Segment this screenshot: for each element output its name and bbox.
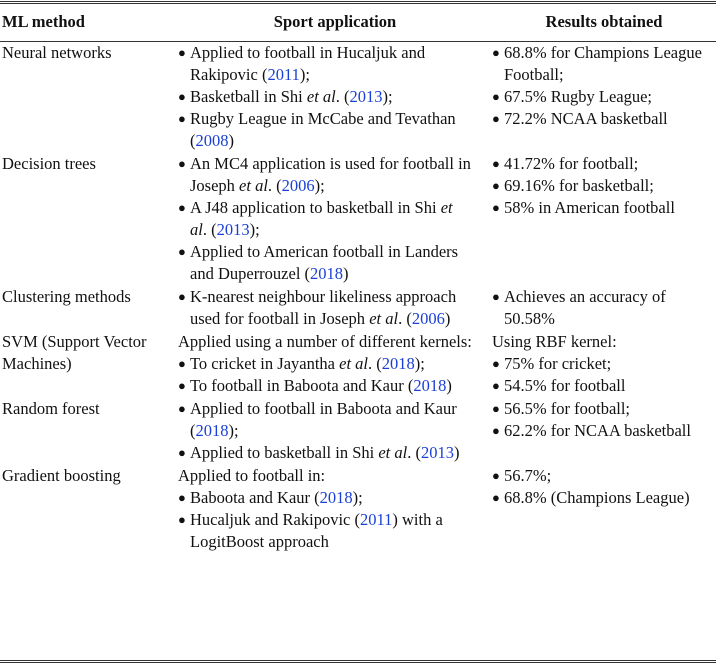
list-item: ● Applied to American football in Landers and Duperrouzel (2018): [178, 242, 459, 283]
bullet-icon: ●: [178, 490, 186, 505]
citation-link[interactable]: 2013: [216, 220, 250, 239]
application-list: [178, 398, 472, 464]
bullet-icon: ●: [178, 200, 186, 215]
bullet-icon: ●: [492, 468, 500, 483]
bullet-icon: ●: [178, 244, 186, 259]
sport-application-cell: [178, 286, 492, 331]
application-intro: Applied to football in:: [178, 466, 326, 485]
ml-method-cell: Clustering methods: [2, 287, 131, 306]
list-item: ● 41.72% for football;: [492, 154, 639, 173]
results-cell: [492, 465, 716, 554]
table-row: [0, 398, 716, 465]
bullet-icon: ●: [178, 356, 186, 371]
list-item: ● 62.2% for NCAA basketball: [492, 421, 691, 440]
citation-link[interactable]: 2018: [195, 421, 229, 440]
ml-method-cell: Gradient boosting: [2, 466, 121, 485]
list-item: ● 68.8% (Champions League): [492, 488, 690, 507]
list-item: ● 54.5% for football: [492, 376, 626, 395]
bullet-icon: ●: [178, 401, 186, 416]
et-al: et al: [369, 309, 399, 328]
et-al: et al: [339, 354, 368, 373]
header-row: [0, 5, 716, 42]
list-item: ● 58% in American football: [492, 198, 675, 217]
citation-link[interactable]: 2006: [411, 309, 445, 328]
bullet-icon: ●: [492, 89, 500, 104]
results-intro: Using RBF kernel:: [492, 332, 617, 351]
citation-link[interactable]: 2018: [381, 354, 415, 373]
bullet-icon: ●: [178, 111, 186, 126]
list-item: ● Basketball in Shi et al. (2013);: [178, 87, 393, 106]
bullet-icon: ●: [492, 356, 500, 371]
bullet-icon: ●: [492, 490, 500, 505]
bullet-icon: ●: [492, 178, 500, 193]
bullet-icon: ●: [178, 156, 186, 171]
results-cell: [492, 331, 716, 398]
citation-link[interactable]: 2018: [319, 488, 353, 507]
bottom-rule: [0, 660, 716, 661]
list-item: ● 56.5% for football;: [492, 399, 631, 418]
citation-link[interactable]: 2008: [195, 131, 229, 150]
list-item: ● A J48 application to basketball in Shi et al. (2013);: [178, 198, 453, 239]
application-list: [178, 487, 472, 553]
bullet-icon: ●: [178, 512, 186, 527]
table-row: [0, 42, 716, 154]
list-item: ● 56.7%;: [492, 466, 552, 485]
citation-link[interactable]: 2018: [413, 376, 447, 395]
list-item: ● Applied to football in Hucaljuk and Rakipovic (2011);: [178, 43, 426, 84]
list-item: ● 72.2% NCAA basketball: [492, 109, 668, 128]
citation-link[interactable]: 2013: [349, 87, 383, 106]
results-list: [492, 286, 716, 330]
bullet-icon: ●: [492, 45, 500, 60]
header-results-obtained: Results obtained: [492, 5, 716, 42]
sport-application-cell: [178, 398, 492, 465]
list-item: ● Achieves an accuracy of 50.58%: [492, 287, 666, 328]
list-item: ● To cricket in Jayantha et al. (2018);: [178, 354, 425, 373]
citation-link[interactable]: 2018: [310, 264, 344, 283]
application-list: [178, 353, 472, 397]
list-item: ● 67.5% Rugby League;: [492, 87, 653, 106]
et-al: et al: [239, 176, 268, 195]
table-row: [0, 286, 716, 331]
header-ml-method: ML method: [0, 5, 178, 42]
sport-application-cell: [178, 153, 492, 286]
table-body: [0, 42, 716, 555]
application-intro: Applied using a number of different kernels:: [178, 332, 472, 351]
application-list: [178, 286, 472, 330]
results-cell: [492, 153, 716, 286]
list-item: ● Rugby League in McCabe and Tevathan (2008): [178, 109, 456, 150]
results-table: [0, 5, 716, 554]
bullet-icon: ●: [492, 111, 500, 126]
header-sport-application: Sport application: [178, 5, 492, 42]
results-list: [492, 398, 716, 442]
ml-method-cell: Random forest: [2, 399, 100, 418]
citation-link[interactable]: 2013: [420, 443, 454, 462]
citation-link[interactable]: 2011: [267, 65, 300, 84]
top-rule-2: [0, 3, 716, 4]
application-list: [178, 42, 472, 152]
results-cell: [492, 398, 716, 465]
list-item: ● 75% for cricket;: [492, 354, 612, 373]
list-item: ● To football in Baboota and Kaur (2018): [178, 376, 452, 395]
sport-application-cell: [178, 465, 492, 554]
results-list: [492, 153, 716, 219]
list-item: ● An MC4 application is used for football in Joseph et al. (2006);: [178, 154, 471, 195]
et-al: et al: [190, 198, 453, 239]
bullet-icon: ●: [178, 45, 186, 60]
bullet-icon: ●: [492, 289, 500, 304]
ml-method-cell: SVM (Support Vector Machines): [2, 332, 147, 373]
et-al: et al: [378, 443, 408, 462]
et-al: et al: [306, 87, 336, 106]
citation-link[interactable]: 2006: [281, 176, 315, 195]
bullet-icon: ●: [178, 89, 186, 104]
list-item: ● Applied to basketball in Shi et al. (2013): [178, 443, 460, 462]
bullet-icon: ●: [492, 378, 500, 393]
bullet-icon: ●: [492, 200, 500, 215]
sport-application-cell: [178, 331, 492, 398]
table-row: [0, 153, 716, 286]
top-rule: [0, 1, 716, 2]
ml-method-cell: Neural networks: [2, 43, 112, 62]
list-item: ● K-nearest neighbour likeliness approach used for football in Joseph et al. (2006): [178, 287, 457, 328]
list-item: ● Baboota and Kaur (2018);: [178, 488, 363, 507]
sport-application-cell: [178, 42, 492, 154]
bullet-icon: ●: [492, 423, 500, 438]
bottom-rule-2: [0, 662, 716, 663]
results-list: [492, 42, 716, 130]
bullet-icon: ●: [492, 401, 500, 416]
list-item: ● Hucaljuk and Rakipovic (2011) with a LogitBoost approach: [178, 510, 443, 551]
list-item: ● Applied to football in Baboota and Kaur (2018);: [178, 399, 457, 440]
bullet-icon: ●: [178, 445, 186, 460]
citation-link[interactable]: 2011: [360, 510, 393, 529]
list-item: ● 68.8% for Champions League Football;: [492, 43, 702, 84]
table-row: [0, 465, 716, 554]
bullet-icon: ●: [178, 378, 186, 393]
results-cell: [492, 42, 716, 154]
results-list: [492, 465, 716, 509]
bullet-icon: ●: [178, 289, 186, 304]
bullet-icon: ●: [492, 156, 500, 171]
results-cell: [492, 286, 716, 331]
results-list: [492, 353, 716, 397]
list-item: ● 69.16% for basketball;: [492, 176, 654, 195]
ml-method-cell: Decision trees: [2, 154, 96, 173]
application-list: [178, 153, 472, 285]
table-row: [0, 331, 716, 398]
